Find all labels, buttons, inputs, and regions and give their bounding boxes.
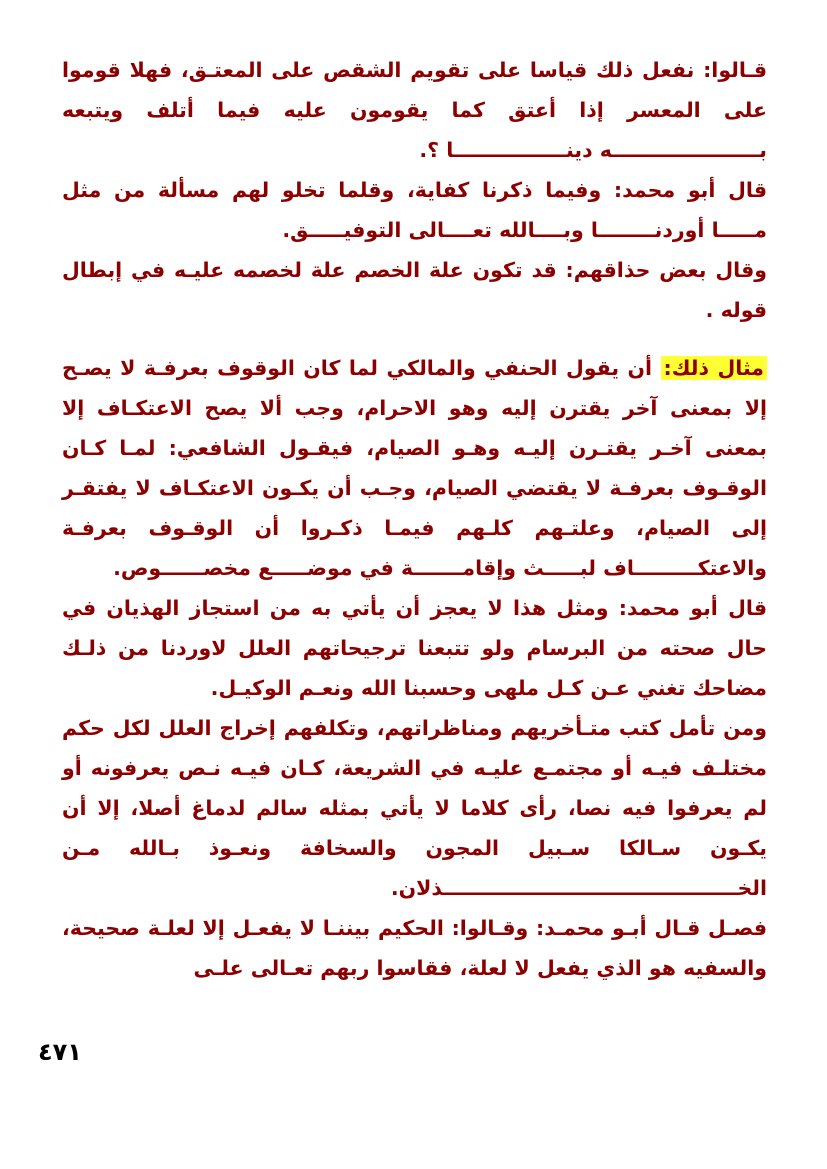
paragraph-qalu: قـالوا: نفعل ذلك قياسا على تقويم الشقص على المعتـق، فهلا قوموا على المعسر إذا أعتق كما يقومون عليه فيما أتلف ويتبعه بـــــــــــــــــــــه دينــــــــــــــــا ؟.	[62, 58, 767, 162]
paragraph-example	[62, 348, 767, 588]
lower-text-block	[62, 348, 767, 988]
highlighted-example-label: مثال ذلك:	[661, 356, 768, 380]
paragraph-fasl: فصـل قـال أبـو محمـد: وقـالوا: الحكيم بيننـا لا يفعـل إلا لعلـة صحيحة، والسفيه هو الذي يفعل لا لعلة، فقاسوا ربهم تعـالى علـى	[62, 916, 767, 980]
paragraph-ta-ammul: ومن تأمل كتب متـأخريهم ومناظراتهم، وتكلفهم إخراج العلل لكل حكم مختلـف فيـه أو مجتمـع عليـه في الشريعة، كـان فيـه نـص يعرفونه أو لم يعرفوا فيه نصا، رأى كلاما لا يأتي بمثله سالم لدماغ أصلا، إلا أن يكـون سـالكا سـبيل المجون والسخافة ونعـوذ بـالله مـن الخــــــــــــــــــــــــــــــــــــــــــذلان.	[62, 716, 767, 900]
paragraph-abu-muhammad-1: قال أبو محمد: وفيما ذكرنا كفاية، وقلما تخلو لهم مسألة من مثل مـــــا أوردنــــــــا وبــــالله تعــــالى التوفيـــــق.	[62, 178, 767, 242]
paragraph-hudhdhaquhum: وقال بعض حذاقهم: قد تكون علة الخصم علة لخصمه عليـه في إبطال قوله .	[62, 258, 767, 322]
upper-text-block	[62, 50, 767, 330]
paragraph-abu-muhammad-2: قال أبو محمد: ومثل هذا لا يعجز أن يأتي به من استجاز الهذيان في حال صحته من البرسام ولو تتبعنا ترجيحاتهم العلل لاوردنا من ذلـك مضاحك تغني عـن كـل ملهى وحسبنا الله ونعـم الوكيـل.	[62, 596, 767, 700]
page-number: ٤٧١	[38, 1038, 82, 1066]
example-text: أن يقول الحنفي والمالكي لما كان الوقوف بعرفـة لا يصـح إلا بمعنى آخر يقترن إليه وهو الاحرام، وجب ألا يصح الاعتكـاف إلا بمعنى آخـر يقتـرن إليـه وهـو الصيام، فيقـول الشافعي: لمـا كـان الوقـوف بعرفـة لا يقتضي الصيام، وجـب أن يكـون الاعتكـاف لا يفتقـر إلى الصيام، وعلتـهم كلـهم فيمـا ذكـروا أن الوقـوف بعرفـة والاعتكـــــــــاف لبـــــث وإقامـــــــة في موضـــــع مخصــــــوص.	[62, 356, 767, 580]
